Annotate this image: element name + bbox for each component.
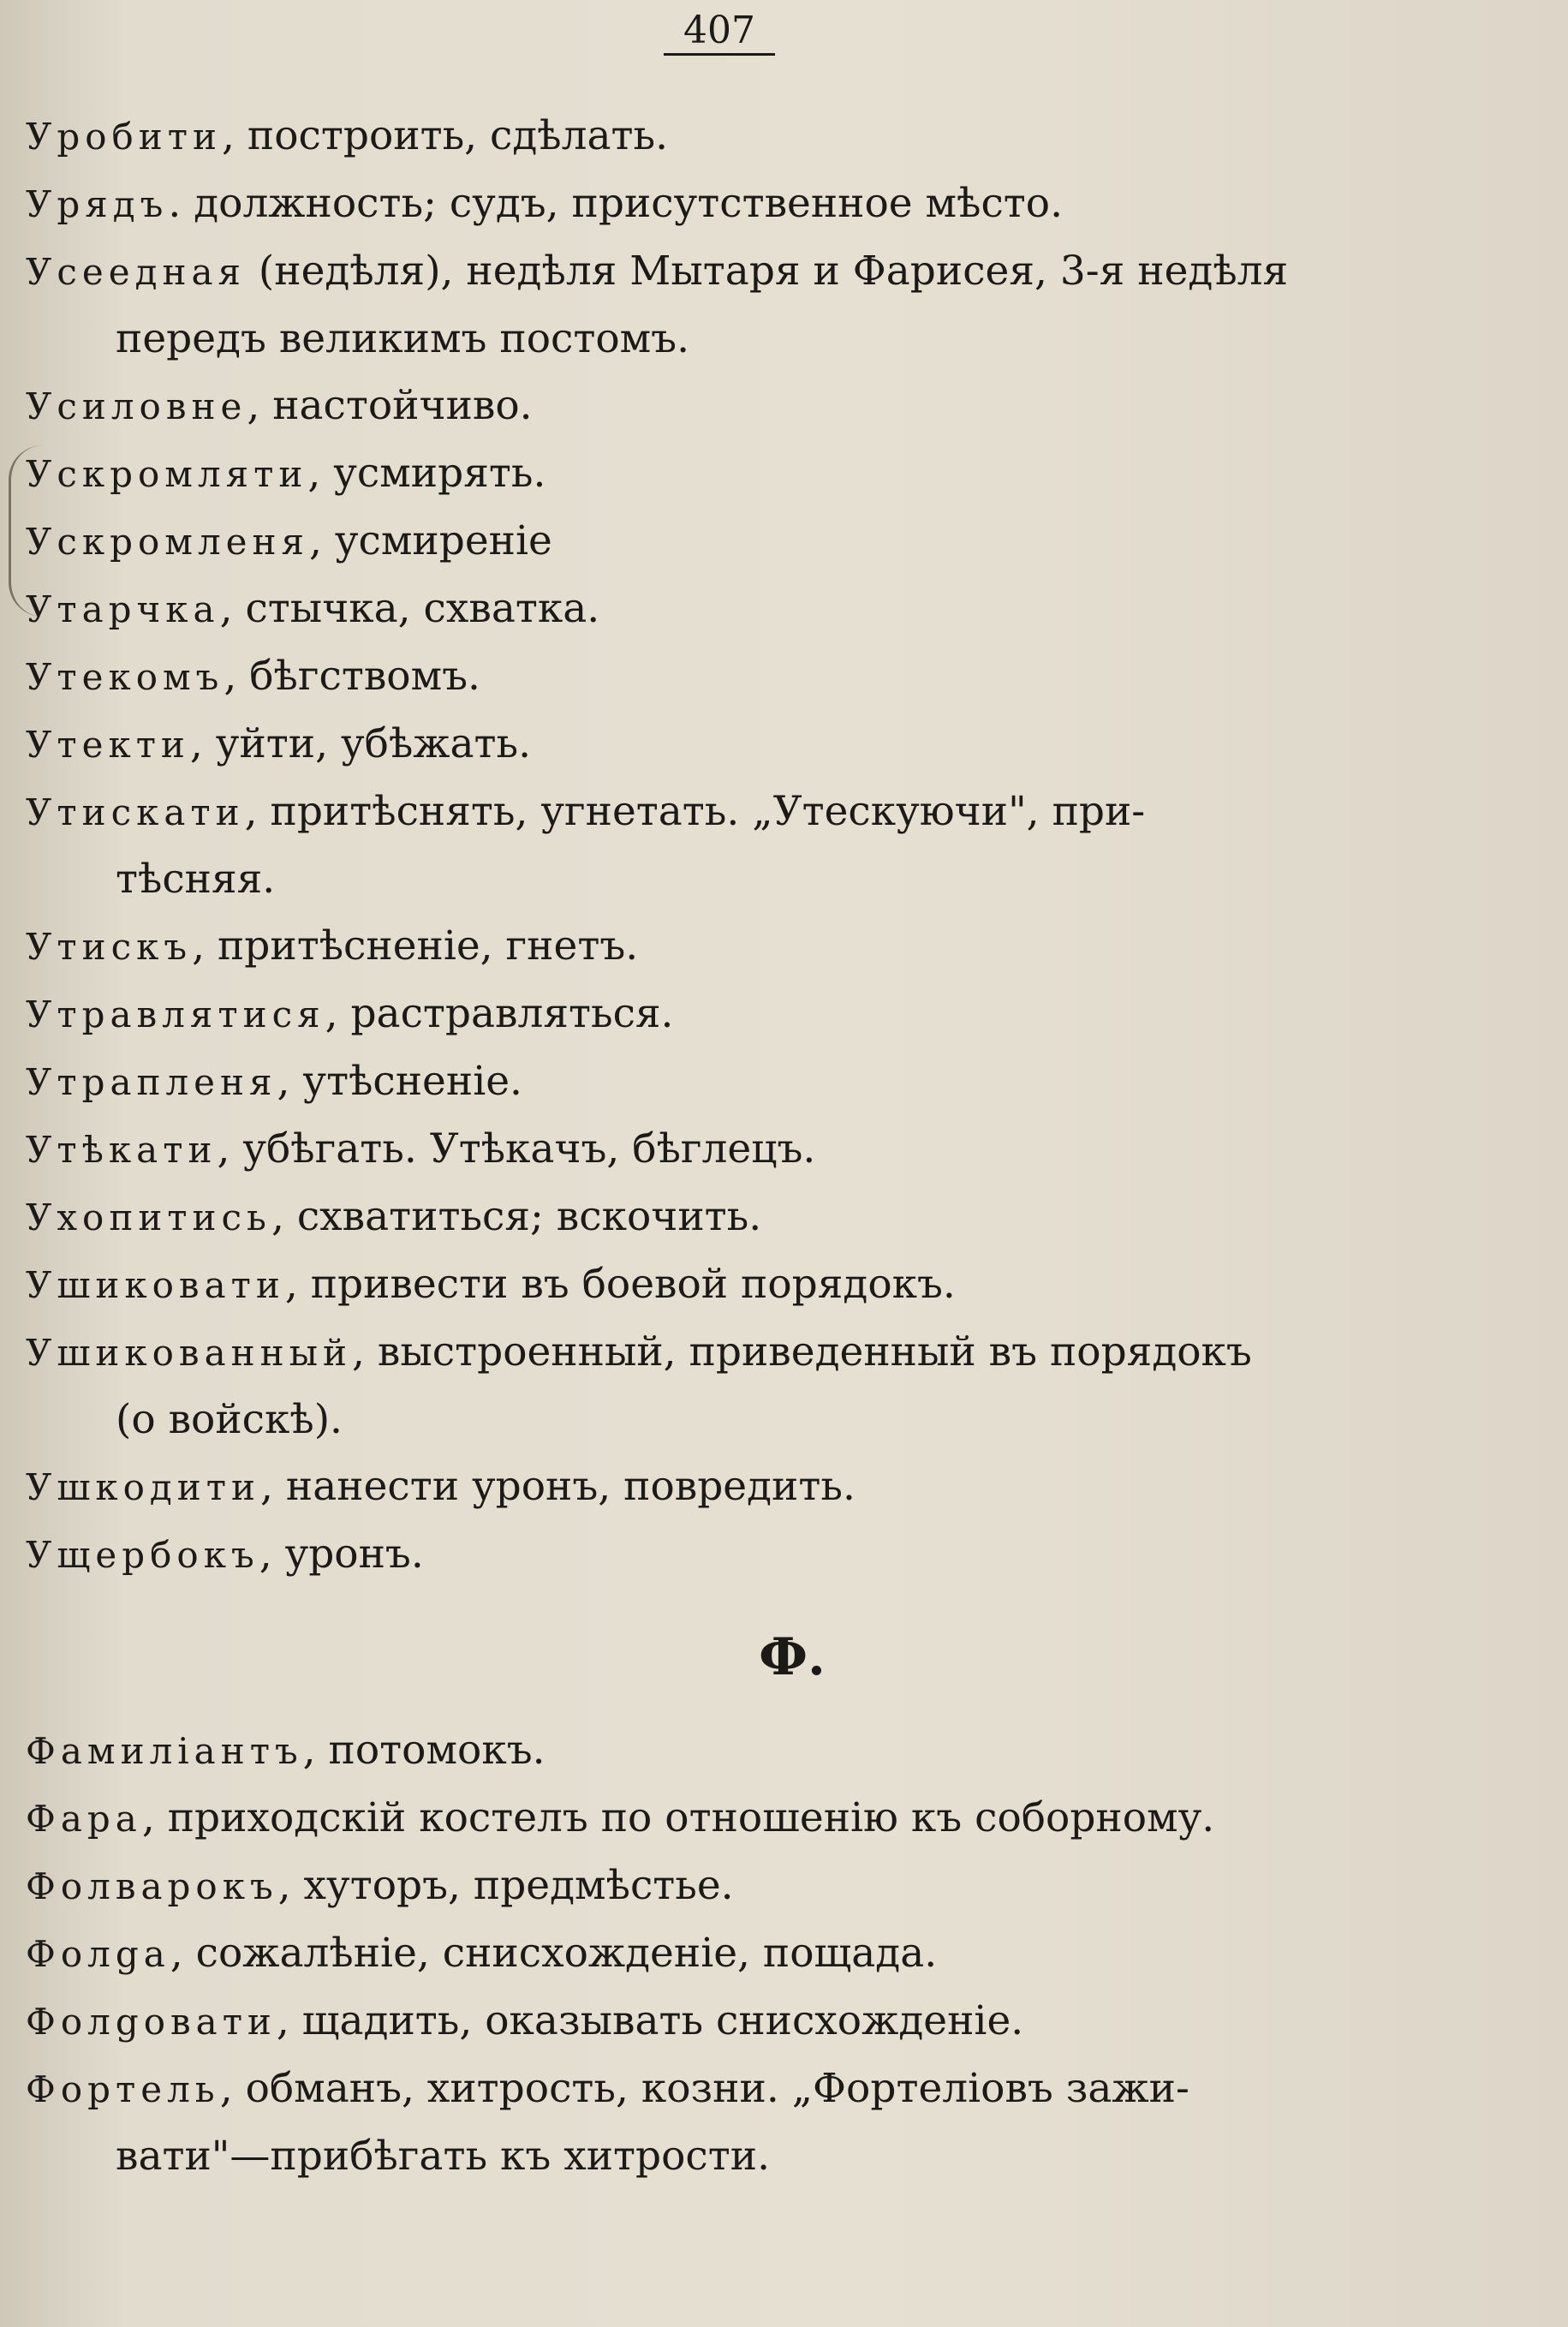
- entry-definition: , приходскій костелъ по отношенію къ соборному.: [141, 1794, 1215, 1841]
- entry-definition: , обманъ, хитрость, козни. „Фортеліовъ зажи-: [219, 2065, 1189, 2112]
- entry-continuation: (о войскѣ).: [116, 1396, 343, 1443]
- entry-definition: , притѣсненіе, гнетъ.: [192, 922, 639, 970]
- dictionary-entry: [26, 1116, 1456, 1184]
- entry-definition: , бѣгствомъ.: [224, 653, 480, 700]
- entry-headword: Фамиліантъ: [26, 1730, 303, 1772]
- dictionary-entry: [26, 779, 1456, 913]
- dictionary-entry: [26, 1184, 1456, 1251]
- entry-definition: , выстроенный, приведенный въ порядокъ: [352, 1328, 1252, 1375]
- entry-headword: Утискати: [26, 791, 245, 833]
- dictionary-entry: [26, 238, 1456, 373]
- entry-headword: Утарчка: [26, 588, 220, 630]
- section-letter: Ф.: [759, 1627, 826, 1687]
- entry-headword: Утрапленя: [26, 1061, 277, 1103]
- entry-definition: . должность; судъ, присутственное мѣсто.: [168, 180, 1064, 227]
- entry-definition: , привести въ боевой порядокъ.: [284, 1261, 956, 1308]
- entry-definition: , схватиться; вскочить.: [271, 1193, 762, 1240]
- entry-headword: Урядъ: [26, 183, 169, 225]
- entry-headword: Ушикованный: [26, 1332, 353, 1374]
- entry-definition: , хуторъ, предмѣстье.: [277, 1862, 734, 1909]
- entry-definition: , построить, сдѣлать.: [222, 112, 669, 159]
- dictionary-entry: [26, 170, 1456, 238]
- entry-continuation: передъ великимъ постомъ.: [116, 315, 690, 362]
- dictionary-entry: [26, 1988, 1456, 2056]
- entry-definition: , стычка, схватка.: [219, 585, 600, 632]
- entry-definition: , уронъ.: [259, 1530, 424, 1578]
- dictionary-entries: [26, 103, 1456, 2190]
- entry-definition: , притѣснять, угнетать. „Утескуючи", при-: [244, 788, 1146, 835]
- entry-headword: Фолgовати: [26, 2001, 277, 2043]
- entry-headword: Уробити: [26, 116, 223, 158]
- entry-headword: Ушиковати: [26, 1264, 285, 1306]
- entry-headword: Ушкодити: [26, 1466, 261, 1508]
- entry-definition: , усмирять.: [307, 450, 546, 497]
- dictionary-entry: [26, 440, 1456, 508]
- dictionary-entry: [26, 103, 1456, 170]
- entry-definition: , усмиреніе: [309, 517, 552, 564]
- dictionary-entry: [26, 913, 1456, 981]
- dictionary-entry: [26, 373, 1456, 440]
- dictionary-entry: [26, 1319, 1456, 1453]
- entry-definition: , уйти, убѣжать.: [189, 720, 532, 767]
- entry-headword: Утекти: [26, 724, 190, 766]
- entry-headword: Ускромленя: [26, 521, 309, 563]
- dictionary-entry: [26, 2056, 1456, 2190]
- entry-definition: , нанести уронъ, повредить.: [260, 1463, 856, 1510]
- entry-headword: Ускромляти: [26, 453, 308, 495]
- entry-definition: , утѣсненіе.: [277, 1058, 522, 1105]
- page-number-rule: [664, 53, 775, 56]
- dictionary-entry: [26, 1785, 1456, 1853]
- dictionary-entry: [26, 981, 1456, 1048]
- entry-definition: , настойчиво.: [247, 382, 533, 429]
- section-f-entries: [26, 1717, 1456, 2190]
- entry-headword: Утискъ: [26, 926, 193, 968]
- entry-continuation: тѣсняя.: [116, 856, 276, 903]
- dictionary-entry: [26, 1853, 1456, 1920]
- dictionary-entry: [26, 1717, 1456, 1785]
- entry-definition: , растравляться.: [325, 990, 674, 1037]
- entry-definition: , потомокъ.: [302, 1727, 546, 1774]
- dictionary-entry: [26, 1920, 1456, 1988]
- dictionary-entry: [26, 643, 1456, 711]
- dictionary-entry: [26, 576, 1456, 643]
- entry-headword: Утекомъ: [26, 656, 224, 698]
- entry-headword: Усиловне: [26, 385, 247, 427]
- entry-headword: Усеедная: [26, 251, 246, 293]
- dictionary-entry: [26, 508, 1456, 576]
- entry-continuation: вати"—прибѣгать къ хитрости.: [116, 2133, 771, 2180]
- dictionary-entry: [26, 711, 1456, 779]
- entry-headword: Фортель: [26, 2068, 220, 2110]
- entry-headword: Утравлятися: [26, 993, 325, 1035]
- entry-definition: (недѣля), недѣля Мытаря и Фарисея, 3-я недѣля: [245, 248, 1289, 295]
- dictionary-entry: [26, 1251, 1456, 1319]
- entry-definition: , щадить, оказывать снисхожденіе.: [276, 1997, 1024, 2044]
- dictionary-entry: [26, 1048, 1456, 1116]
- dictionary-entry: [26, 1453, 1456, 1521]
- entry-definition: , сожалѣніе, снисхожденіе, пощада.: [170, 1930, 938, 1977]
- entry-definition: , убѣгать. Утѣкачъ, бѣглецъ.: [217, 1125, 816, 1172]
- entry-headword: Ухопитись: [26, 1196, 271, 1238]
- section-u-entries: [26, 103, 1456, 1589]
- entry-headword: Фолgа: [26, 1933, 170, 1975]
- entry-headword: Фолварокъ: [26, 1865, 278, 1907]
- dictionary-entry: [26, 1521, 1456, 1589]
- entry-headword: Фара: [26, 1798, 142, 1840]
- page-number: 407: [683, 9, 755, 52]
- entry-headword: Ущербокъ: [26, 1534, 259, 1576]
- entry-headword: Утѣкати: [26, 1129, 218, 1171]
